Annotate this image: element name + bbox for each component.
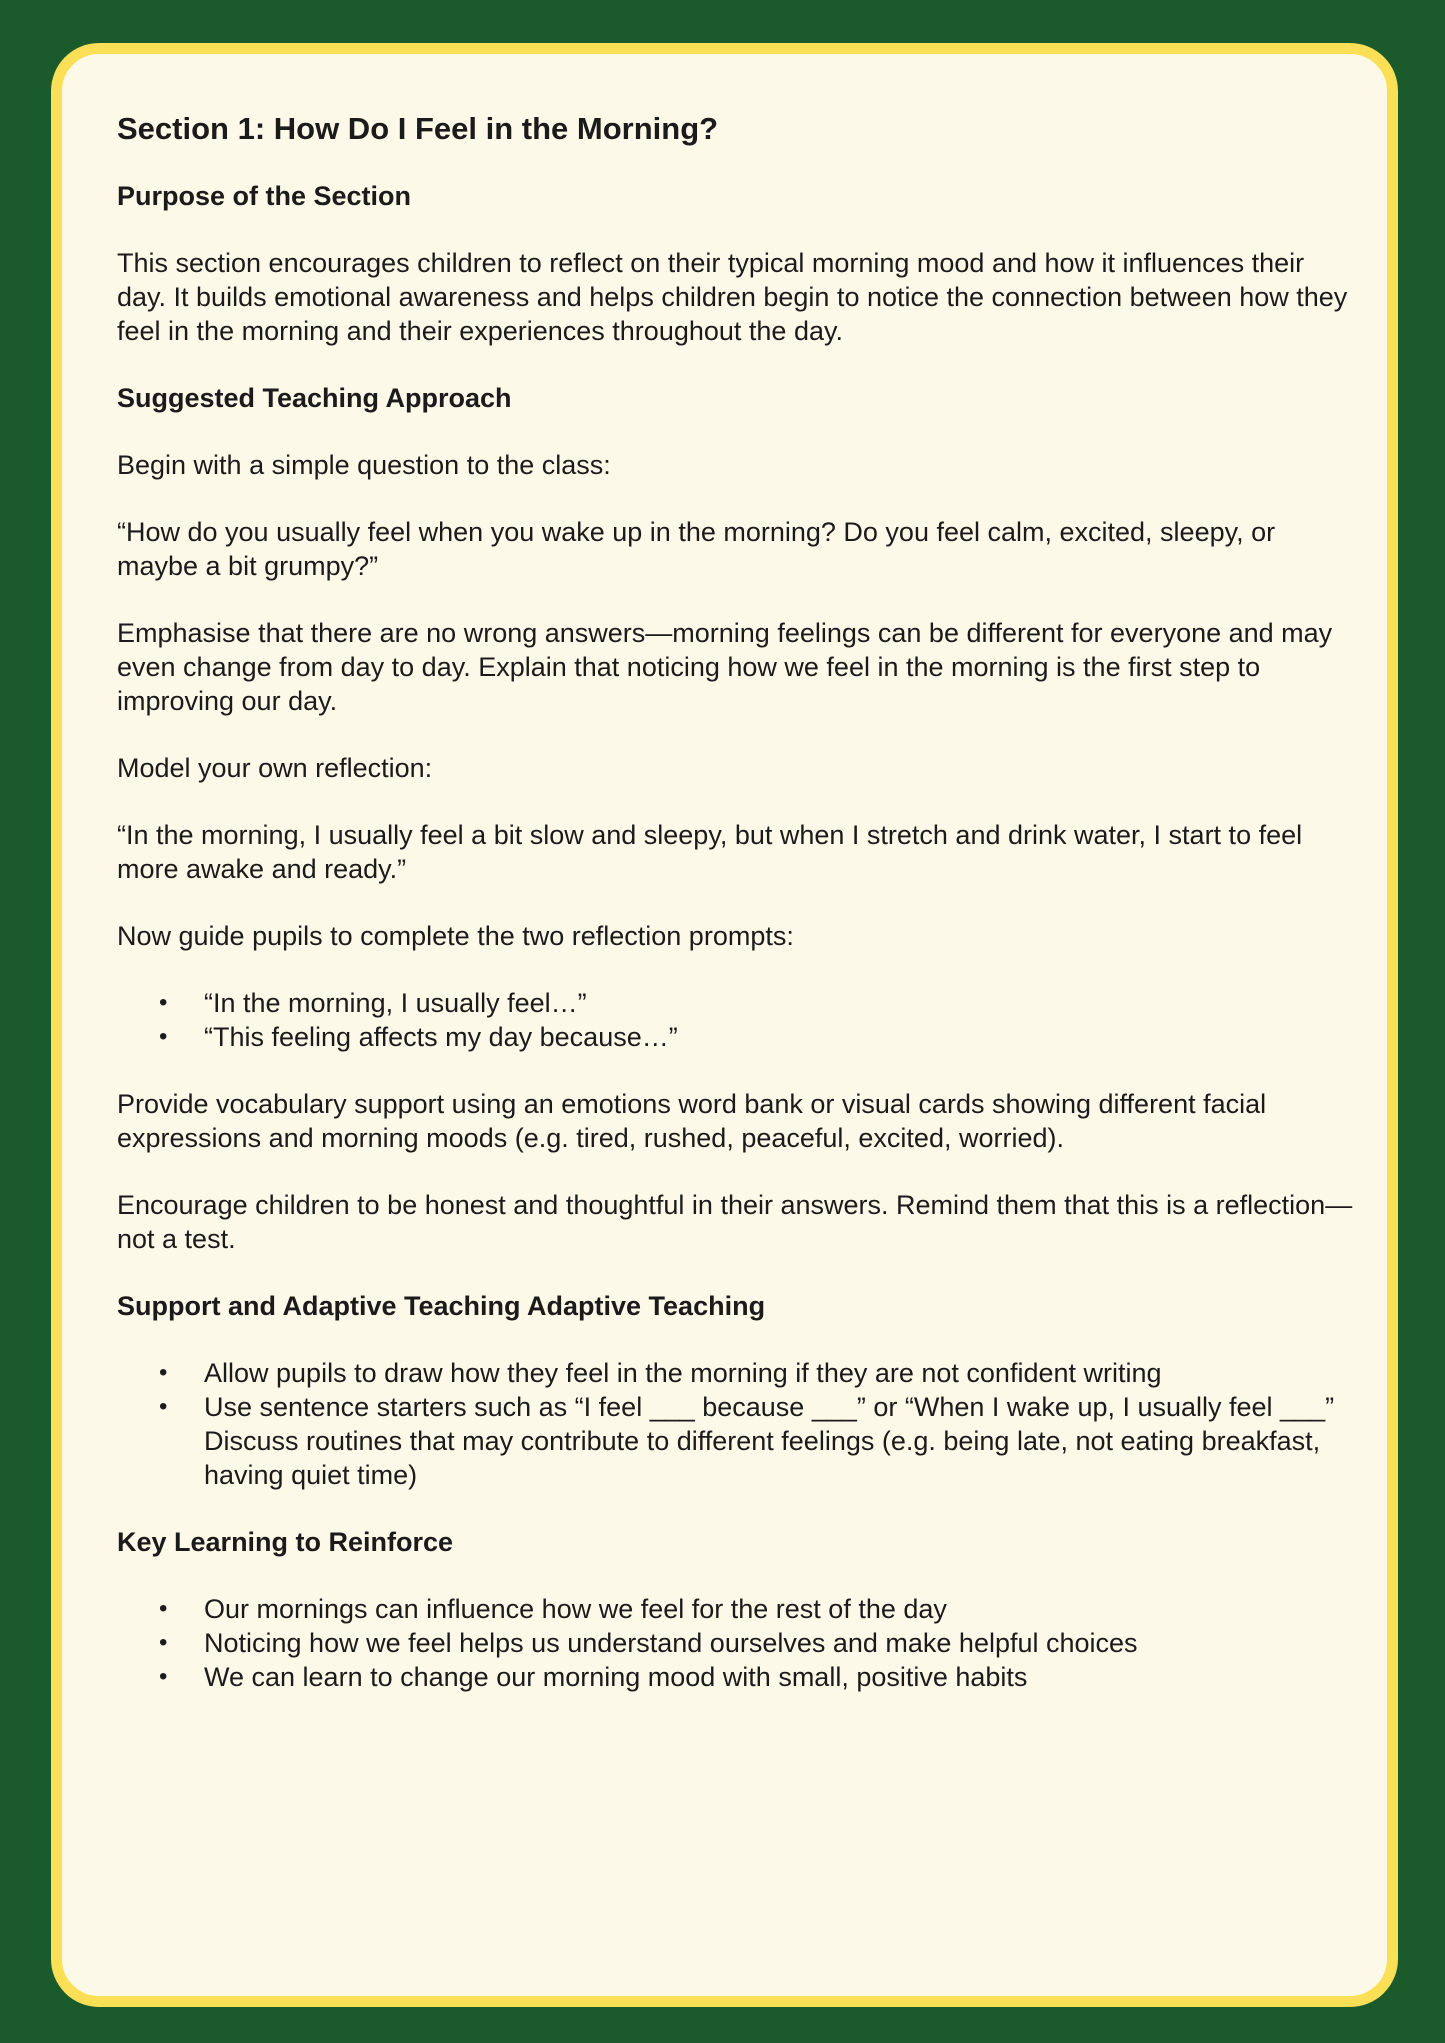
model-quote: “In the morning, I usually feel a bit slow and sleepy, but when I stretch and drink water, I start to feel more awake and ready.” bbox=[117, 820, 1303, 884]
content-card bbox=[51, 43, 1398, 2007]
support-list bbox=[117, 1356, 1357, 1492]
encourage-text: Encourage children to be honest and thoughtful in their answers. Remind them that this is a reflection—not a test. bbox=[117, 1190, 1353, 1254]
prompts-list bbox=[117, 986, 1357, 1054]
purpose-heading: Purpose of the Section bbox=[117, 181, 412, 211]
support-heading: Support and Adaptive Teaching Adaptive Teaching bbox=[117, 1291, 766, 1321]
list-item: • Use sentence starters such as “I feel ___ because ___” or “When I wake up, I usually feel ___” bbox=[117, 1390, 1357, 1424]
approach-heading: Suggested Teaching Approach bbox=[117, 383, 512, 413]
purpose-text: This section encourages children to reflect on their typical morning mood and how it influences their day. It builds emotional awareness and helps children begin to notice the connection between how they feel in the morning and their experiences throughout the day. bbox=[117, 248, 1348, 346]
list-item: • Noticing how we feel helps us understand ourselves and make helpful choices bbox=[117, 1626, 1357, 1660]
list-item: Discuss routines that may contribute to different feelings (e.g. being late, not eating breakfast, having quiet time) bbox=[204, 1426, 1321, 1490]
approach-emphasis: Emphasise that there are no wrong answers—morning feelings can be different for everyone and may even change from day to day. Explain that noticing how we feel in the morning is the first step to improving our day. bbox=[117, 618, 1333, 716]
key-learning-heading: Key Learning to Reinforce bbox=[117, 1527, 454, 1557]
approach-question: “How do you usually feel when you wake up in the morning? Do you feel calm, excited, sleepy, or maybe a bit grumpy?” bbox=[117, 517, 1276, 581]
model-intro: Model your own reflection: bbox=[117, 753, 433, 783]
list-item: • We can learn to change our morning mood with small, positive habits bbox=[117, 1660, 1357, 1694]
vocab-support-text: Provide vocabulary support using an emotions word bank or visual cards showing different facial expressions and morning moods (e.g. tired, rushed, peaceful, excited, worried). bbox=[117, 1089, 1267, 1153]
document-body bbox=[117, 109, 1357, 1694]
approach-intro: Begin with a simple question to the class: bbox=[117, 450, 611, 480]
list-item: • Our mornings can influence how we feel for the rest of the day bbox=[117, 1592, 1357, 1626]
list-item: • Allow pupils to draw how they feel in the morning if they are not confident writing bbox=[117, 1356, 1357, 1390]
list-item: • “This feeling affects my day because…” bbox=[117, 1020, 1357, 1054]
list-item: • “In the morning, I usually feel…” bbox=[117, 986, 1357, 1020]
prompts-intro: Now guide pupils to complete the two reflection prompts: bbox=[117, 921, 794, 951]
page-title: Section 1: How Do I Feel in the Morning? bbox=[117, 111, 719, 146]
key-learning-list bbox=[117, 1592, 1357, 1694]
